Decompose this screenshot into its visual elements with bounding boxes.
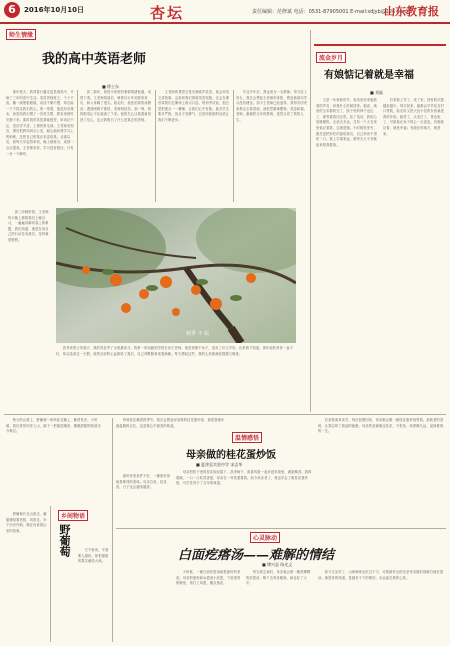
bottom-article-tag: 心灵脉动 (250, 532, 280, 543)
bottom-article-col-1: 小时候，一碗白面疙瘩汤就是最好的美食。母亲把面粉和水搅成小疙瘩，下进滚烫的锅里，再打上鸡蛋，撒点葱花。 (176, 570, 241, 586)
main-article-lower-text: 高考成绩公布那天，我的英语考了全班最高分。我第一时间跑到学校告诉王老师，他笑得像个孩子，连说了好几声好。后来我才知道，那年他的身体一直不好，却从没请过一天假。他把全部的心血都给了我们，自己却默默承受着病痛。每当想起这些，我的心里都满是感激与敬意。 (56, 346, 294, 356)
middle-article-author: ■ 夏津县实验中学 宋志华 (196, 462, 243, 467)
side-article-col-1: 又是一年秋收时节，电话里传来娘熟悉的声音，问我什么时候回家。娘说，地里的玉米都收完了，院子里的柿子也红了，就等着我回去吃。挂了电话，我的心里暖暖的。无论走多远，总有一个人在家里惦记着我，这就是娘。小时候家里穷，娘总是把好吃的留给我们，自己却舍不得吃一口。我上学离家远，娘每天天不亮就起来给我做饭。 (316, 98, 377, 147)
editor-info: 责任编辑：范修斌 电话：0531-87905001 E-mail:sdjyb@126.com (252, 9, 408, 15)
bottom-article-col-3: 如今生活好了，山珍海味也吃过不少，可我最怀念的还是母亲做的那碗白面疙瘩汤。那是家的味道，是割舍不下的情结，永远留在我的心底。 (318, 570, 444, 580)
bottom-article-title: 白面疙瘩汤——难解的情结 (178, 548, 335, 563)
main-article-col-1-lower: 高三冲刺阶段，王老师每天晚上都陪我们上晚自习，一遍遍讲解试卷上的难题，我们知道，他是在用自己的行动告诉我们，坚持就是胜利。 (8, 210, 49, 242)
middle-article-tag: 温情感悟 (232, 432, 262, 443)
middle-article-col-right: 后来我离家求学，每次放假回家，母亲都会做一碗桂花蛋炒饭等我。那熟悉的香味，让我忘却了旅途的疲惫。母亲的爱就像这桂花，不张扬，却香飘久远，浸润着我的一生。 (318, 418, 444, 434)
side-article-title: 有娘惦记着就是幸福 (324, 70, 414, 81)
photo-caption: 秋季 丰 收 (186, 331, 210, 337)
middle-article-intro: 每到桂花飘香的季节，我总会想起母亲做的桂花蛋炒饭，那是我童年最温暖的记忆，也是我心中最美的味道。 (116, 418, 225, 428)
main-article-title: 我的高中英语老师 (42, 52, 147, 67)
side-article-tag: 流金岁月 (316, 52, 346, 63)
main-article-col-4: 毕业多年后，我也成为一名教师。每当站上讲台，我总会想起王老师的身影，想起他那句学习没有捷径。如今王老师已经退休，我每次回老家都会去看望他，他依然精神矍铄，笑容和蔼。老师，谢谢您当年的教诲，是您点亮了我的人生。 (236, 90, 308, 122)
poem-intro: 秋天的山坡上，野葡萄一串串挂在藤上，紫得发亮。小时候，我们常常结伴上山，摘下一把塞进嘴里，酸酸甜甜的味道至今难忘。 (6, 418, 101, 434)
persimmon-photo (56, 208, 296, 343)
middle-article-title: 母亲做的桂花蛋炒饭 (186, 450, 276, 461)
main-article-author: ■ 徐士东 (102, 84, 120, 89)
page-number: 6 (4, 2, 20, 18)
poem-col-2: 它不娇贵，不需要人照料，却把最甜的果实献给大地。 (78, 548, 109, 564)
poem-title: 野葡萄 (58, 524, 71, 557)
issue-date: 2016年10月10日 (24, 6, 84, 14)
middle-article-body: 母亲把院子里的桂花轻轻摇下，洗净晾干，和着鸡蛋一起炒进米饭里，满屋飘香。我捧着碗，一口一口吃得香甜，母亲在一旁笑着看我。如今母亲老了，我也学会了做桂花蛋炒饭，可总觉得少了当年的味道。 (176, 470, 312, 486)
masthead (0, 0, 450, 24)
bottom-article-author: ■ 博兴县 陈光义 (262, 562, 293, 567)
side-article-author: ■ 刘磊 (370, 90, 384, 95)
middle-article-col-left: 那时家里条件不好，一碗蛋炒饭就是难得的美味。母亲总说，桂花香，日子也会越来越香。 (116, 474, 171, 490)
main-article-col-2: 高二那年，我因为家里的事情情绪低落，成绩下滑。王老师知道后，骑着自行车到我家家访，和父母聊了很久。临走时，他拍拍我的肩膀说：遇到困难不要怕，老师相信你。那一刻，我的眼泪止不住地流了下来。他的关心让我重新找回了信心，也让我明白了什么是真正的老师。 (80, 90, 152, 122)
main-article-col-1: 那年秋天，我背着行囊走进县城高中，开始了三年的高中生活。英语老师姓王，个子不高，戴一副黑框眼镜，说话不紧不慢，却总能一下子抓住我们的心。第一堂课，他没有讲课本，而是给我们唱了一首英文歌，教室里顿时安静下来。那时我的英语基础很差，单词记不住，语法弄不清，上课常常走神。王老师发现后，课后把我叫到办公室，耐心地问我学习上的困难，还把自己的笔记本送给我。从那以后，我每天早起背单词，晚上做练习，成绩一点点提高。王老师常说，学习没有捷径，只有一步一个脚印。 (6, 90, 74, 156)
main-article-col-3: 王老师的课堂总是充满欢声笑语。他会用英文讲故事，会组织我们排练英语短剧，还会在课后带我们在操场上练习口语。每到考试前，他总是把重点一一梳理，让我们心中有数。他对学生要求严格，但从不发脾气，总是用鼓励的话语让我们不断进步。 (158, 90, 230, 122)
newspaper-logo: 山东教育报 (384, 5, 439, 18)
poem-col-1: 野葡萄长在山崖边，藤蔓缠绕着老树，风吹过，叶子沙沙作响，像在诉说着山里的故事。 (6, 512, 47, 533)
poem-tag: 乡间物语 (58, 510, 88, 521)
side-article-header (314, 44, 446, 86)
section-title: 杏坛 (150, 4, 185, 22)
side-article-col-2: 后来我工作了，成了家，回家的次数越来越少。每次回家，娘都会早早站在村口等我，临走时又把大包小包的东西塞进我的车里。娘老了，头发白了，背也驼了，可她惦记孩子的心一点没变。有娘惦记着，就是幸福；有娘在的地方，就是家。 (383, 98, 444, 136)
main-article-tag: 师生情缘 (6, 29, 36, 40)
persimmon-tree-image (56, 208, 296, 343)
bottom-article-col-2: 每当我生病时，母亲就会做一碗热腾腾的疙瘩汤，喝下去浑身暖和，病也好了大半。 (246, 570, 311, 586)
